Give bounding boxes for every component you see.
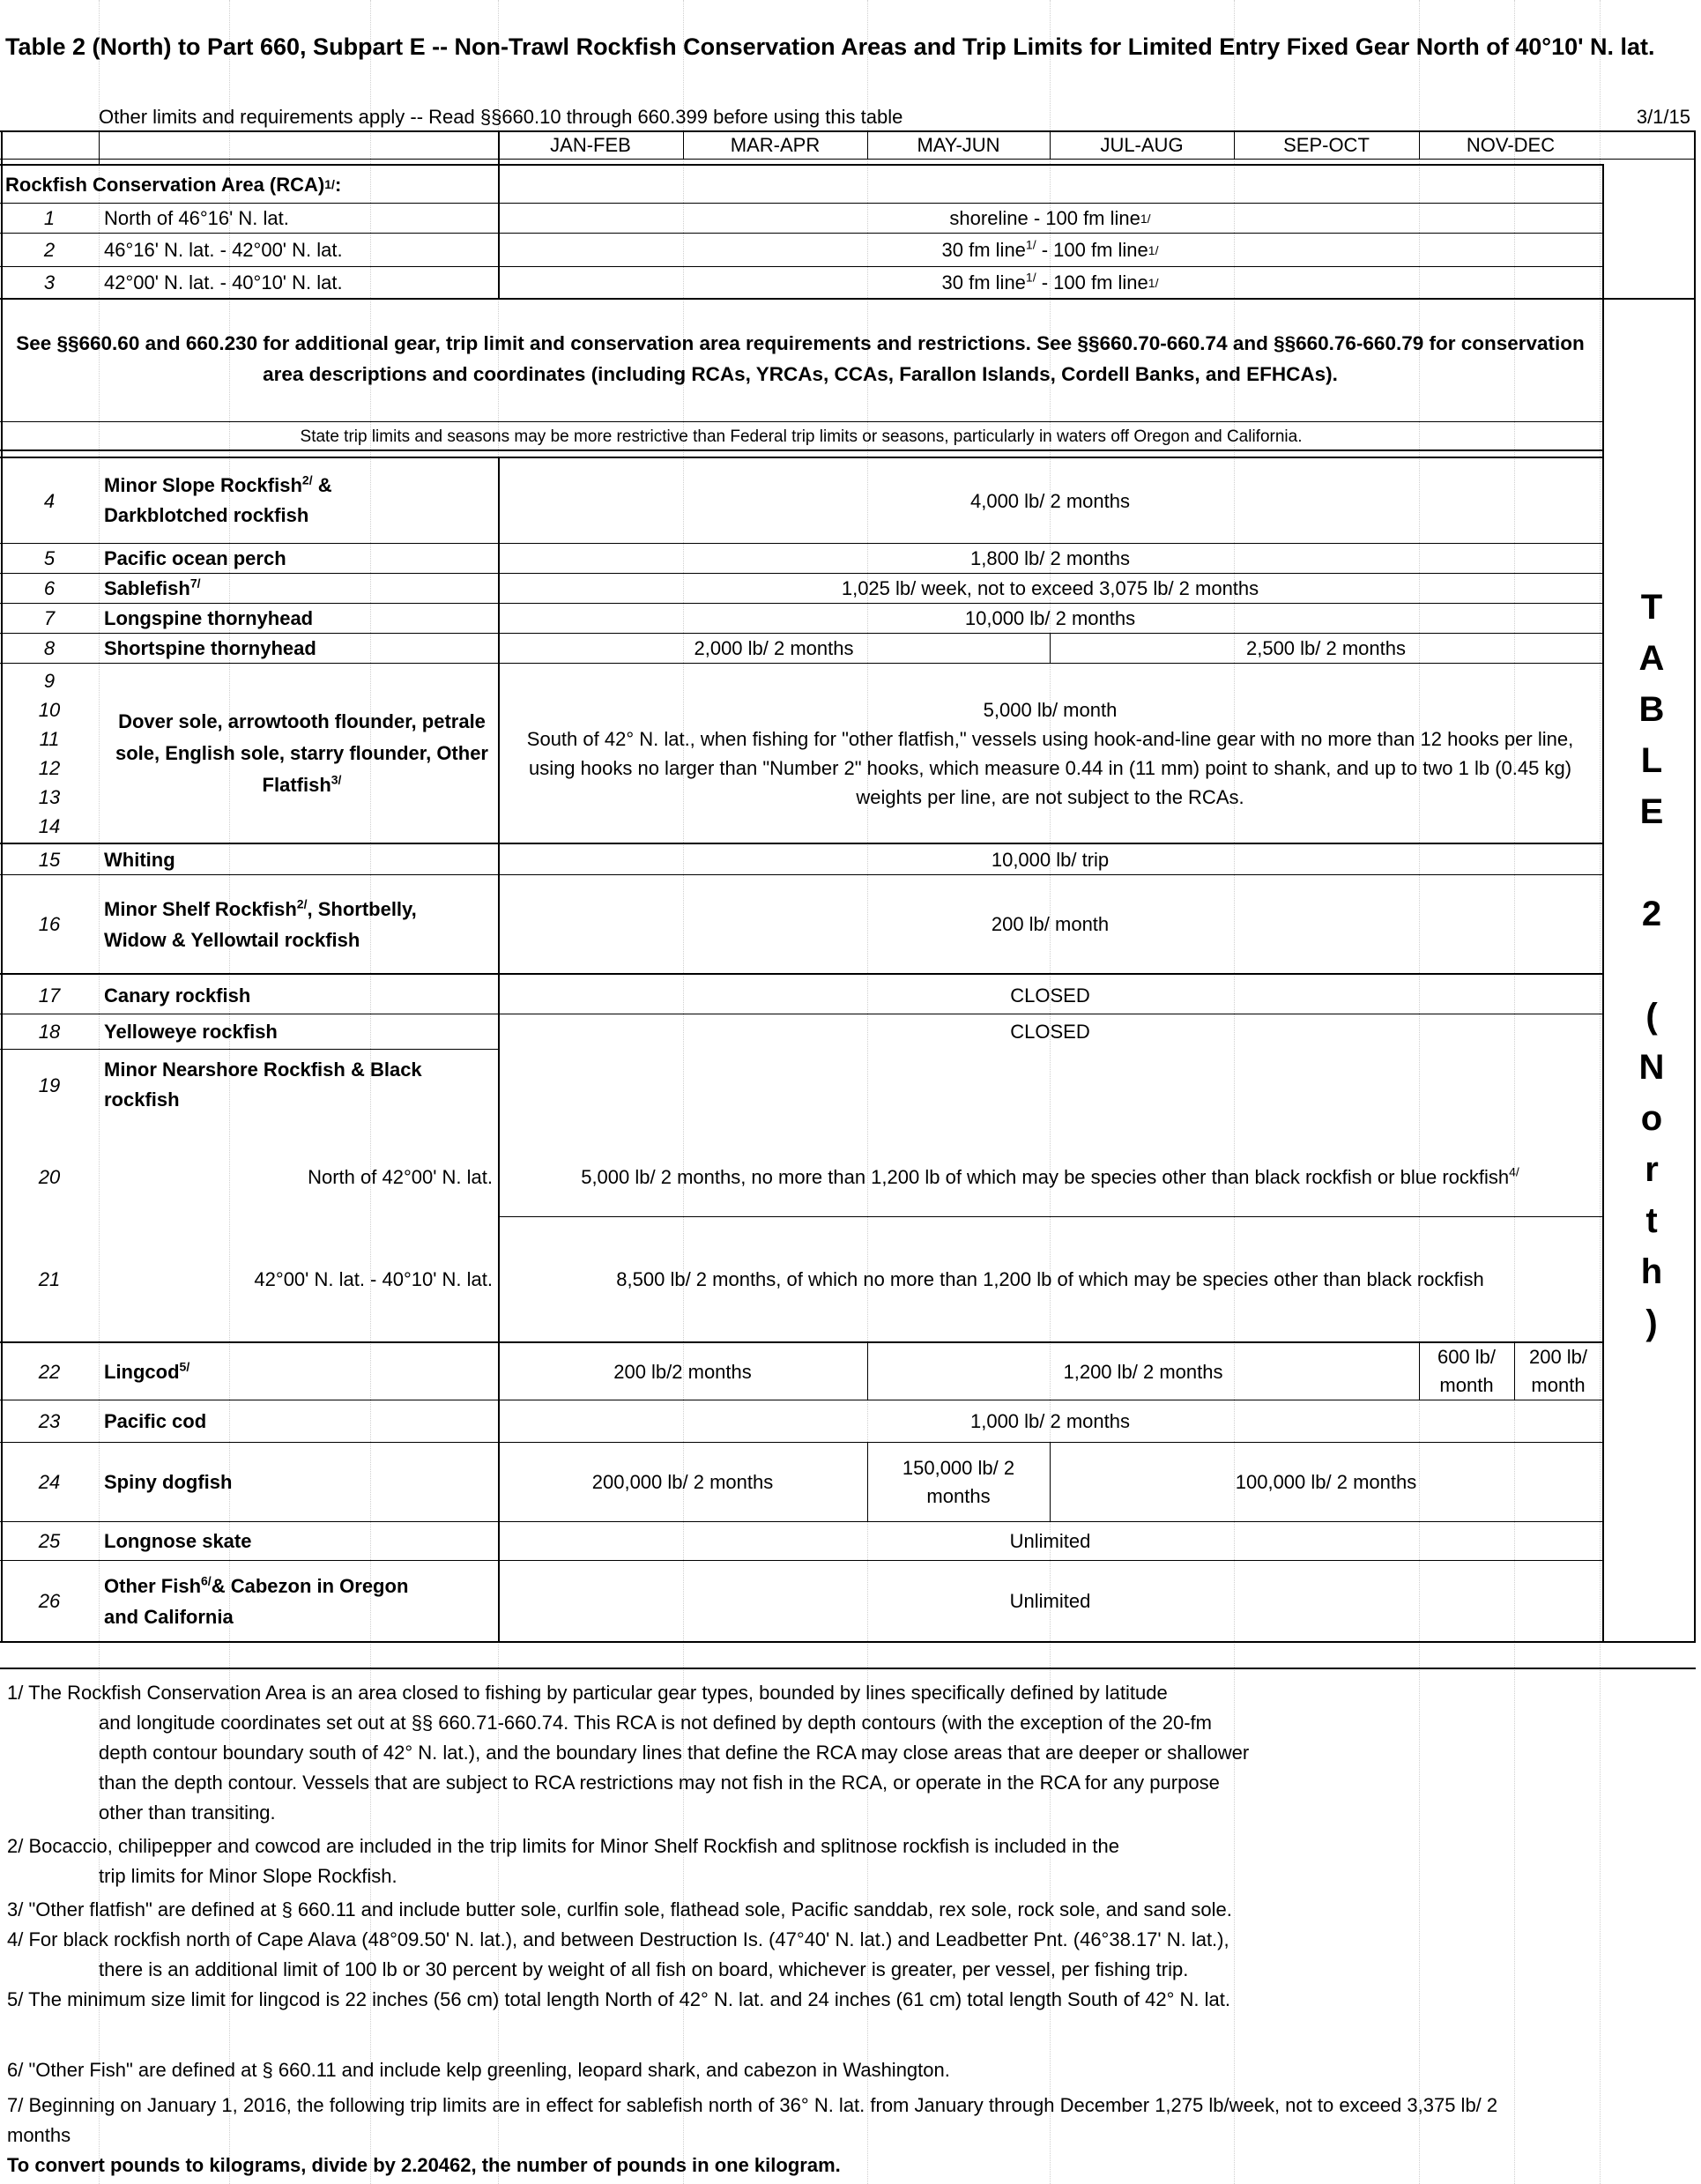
species-label: Sablefish$^{7/}$ [104,576,201,599]
trip-limit-value: 1,200 lb/ 2 months [1063,1360,1223,1383]
row-number: 3 [43,271,56,293]
row-number: 15 [38,848,61,871]
rca-depth-value: 30 fm line$^{1/}$ - 100 fm line 1/ [941,270,1159,293]
trip-limit-value: 1,000 lb/ 2 months [969,1410,1130,1432]
footnote-6: 6/ "Other Fish" are defined at § 660.11 and include kelp greenling, leopard shark, and cabezon in Washington. [7,2059,950,2081]
row-number: 16 [38,913,61,935]
species-label: Longnose skate [104,1530,252,1552]
trip-limit-value: CLOSED [1010,984,1090,1007]
trip-limit-value: 100,000 lb/ 2 months [1235,1471,1417,1493]
rca-depth-value: 30 fm line$^{1/}$ - 100 fm line 1/ [941,237,1159,261]
footnote-2: 2/ Bocaccio, chilipepper and cowcod are included in the trip limits for Minor Shelf Rockfish and splitnose rockfish is included in the [7,1835,1119,1857]
row-number: 5 [43,547,56,569]
species-label: Yelloweye rockfish [104,1021,278,1043]
trip-limit-value: 2,500 lb/ 2 months [1245,637,1406,659]
rca-depth-value: shoreline - 100 fm line 1/ [949,207,1151,229]
row-number: 25 [38,1530,61,1552]
page-title: Table 2 (North) to Part 660, Subpart E -- Non-Trawl Rockfish Conservation Areas and Trip Limits for Limited Entry Fixed Gear North of 40°10' N. lat. [5,33,1655,60]
trip-limit-value: Unlimited [1009,1590,1091,1612]
trip-limit-value [498,664,1602,843]
conversion-note: To convert pounds to kilograms, divide by 2.20462, the number of pounds in one kilogram. [7,2154,841,2176]
row-number: 21 [38,1268,61,1290]
trip-limit-value: 10,000 lb/ trip [991,848,1110,871]
rca-area-label: North of 46°16' N. lat. [104,207,289,229]
month-header: JUL-AUG [1100,134,1184,156]
trip-limit-value: 2,000 lb/ 2 months [694,637,854,659]
footnote-7: months [7,2124,71,2146]
row-number: 20 [38,1165,61,1188]
species-label: Minor Shelf Rockfish$^{2/}$, Shortbelly, Widow & Yellowtail rockfish [104,896,417,951]
month-header: JAN-FEB [550,134,631,156]
footnote-1: than the depth contour. Vessels that are subject to RCA restrictions may not fish in the RCA, or operate in the RCA for any purpose [99,1772,1220,1794]
species-label: Shortspine thornyhead [104,637,316,659]
row-number: 24 [38,1471,61,1493]
trip-limit-value: 150,000 lb/ 2 months [902,1456,1015,1507]
footnote-3: 3/ "Other flatfish" are defined at § 660.11 and include butter sole, curlfin sole, flathead sole, Pacific sanddab, rex sole, rock sole, and sand sole. [7,1898,1232,1920]
footnote-1: depth contour boundary south of 42° N. lat.), and the boundary lines that define the RCA may close areas that are deeper or shallower [99,1742,1250,1764]
rca-area-label: 46°16' N. lat. - 42°00' N. lat. [104,239,343,261]
row-number-group: 9 10 11 12 13 14 [38,669,61,837]
row-number: 7 [43,607,56,629]
trip-limit-value: 4,000 lb/ 2 months [969,489,1130,512]
species-label: Spiny dogfish [104,1471,233,1493]
trip-limit-value: 200 lb/ month [1528,1346,1588,1396]
trip-limit-value: 200,000 lb/ 2 months [591,1471,774,1493]
side-table-label: T A B L E 2 ( N o r t h ) [1638,588,1665,1342]
trip-limit-value: CLOSED [1010,1021,1090,1043]
subtitle: Other limits and requirements apply -- Read §§660.10 through 660.399 before using this table [99,105,903,128]
row-number: 17 [38,984,61,1007]
footnote-5: 5/ The minimum size limit for lingcod is 22 inches (56 cm) total length North of 42° N. lat. and 24 inches (61 cm) total length South of 42° N. lat. [7,1988,1230,2010]
row-number: 18 [38,1021,61,1043]
row-number: 26 [38,1590,61,1612]
species-label: Other Fish$^{6/}$& Cabezon in Oregon and California [104,1573,409,1628]
month-header: MAR-APR [730,134,821,156]
row-number: 1 [43,207,56,229]
trip-limit-value: Unlimited [1009,1530,1091,1552]
species-label: Minor Nearshore Rockfish & Black rockfish [104,1059,422,1111]
month-header: NOV-DEC [1466,134,1556,156]
species-label: Whiting [104,848,175,871]
row-number: 8 [43,637,56,659]
trip-limit-value: 5,000 lb/ 2 months, no more than 1,200 lb of which may be species other than black rockfish or blue rockfish$^{4/}$ [581,1164,1519,1188]
area-label: 42°00' N. lat. - 40°10' N. lat. [254,1268,493,1290]
footnote-2: trip limits for Minor Slope Rockfish. [99,1865,397,1887]
footnote-4: there is an additional limit of 100 lb or 30 percent by weight of all fish on board, whichever is greater, per vessel, per fishing trip. [99,1958,1189,1980]
footnote-1: other than transiting. [99,1801,276,1824]
flatfish-limit: 5,000 lb/ month [983,698,1118,721]
rca-header: Rockfish Conservation Area (RCA) 1/ : [5,173,342,196]
trip-limit-value: 600 lb/ month [1437,1346,1497,1396]
footnote-1: 1/ The Rockfish Conservation Area is an area closed to fishing by particular gear types, bounded by lines specifically defined by latitude [7,1682,1168,1704]
species-label: Pacific ocean perch [104,547,286,569]
row-number: 2 [43,239,56,261]
species-label: Minor Slope Rockfish$^{2/}$ & Darkblotched rockfish [104,472,332,526]
species-label: Canary rockfish [104,984,251,1007]
row-number: 4 [43,489,56,512]
trip-limit-value: 200 lb/ month [991,913,1110,935]
species-label: Lingcod$^{5/}$ [104,1359,190,1383]
row-number: 19 [38,1073,61,1096]
footnote-7: 7/ Beginning on January 1, 2016, the following trip limits are in effect for sablefish north of 36° N. lat. from January through December 1,275 lb/week, not to exceed 3,375 lb/ 2 [7,2094,1498,2116]
trip-limit-value: 8,500 lb/ 2 months, of which no more than 1,200 lb of which may be species other than black rockfish [616,1268,1484,1290]
month-header: MAY-JUN [917,134,1000,156]
species-label: Pacific cod [104,1410,207,1432]
state-limits-note: State trip limits and seasons may be more restrictive than Federal trip limits or seasons, particularly in waters off Oregon and California. [300,427,1303,446]
footnote-1: and longitude coordinates set out at §§ 660.71-660.74. This RCA is not defined by depth contours (with the exception of the 20-fm [99,1712,1212,1734]
species-label: Longspine thornyhead [104,607,314,629]
area-label: North of 42°00' N. lat. [308,1165,493,1188]
see-regulations-note: See §§660.60 and 660.230 for additional gear, trip limit and conservation area requirements and restrictions. See §§660.70-660.74 and §§660.76-660.79 for conservation area descriptions and coordinates (including RCAs, YRCAs, CCAs, Farallon Islands, Cordell Banks, and EFHCAs). [16,332,1585,385]
trip-limit-value: 10,000 lb/ 2 months [964,607,1136,629]
species-label: Dover sole, arrowtooth flounder, petrale sole, English sole, starry flounder, Other Flatfish$^{3/}$ [115,709,488,796]
footnote-4: 4/ For black rockfish north of Cape Alava (48°09.50' N. lat.), and between Destruction Is. (47°40' N. lat.) and Leadbetter Pnt. (46°38.17' N. lat.), [7,1928,1229,1950]
row-number: 6 [43,577,56,599]
flatfish-hook-note: South of 42° N. lat., when fishing for "other flatfish," vessels using hook-and-line gear with no more than 12 hooks per line, using hooks no larger than "Number 2" hooks, which measure 0.44 in (11 mm) point to shank, and up to two 1 lb (0.45 kg) weights per line, are not subject to the RCAs. [526,727,1574,808]
month-header: SEP-OCT [1283,134,1370,156]
row-number: 22 [38,1360,61,1383]
row-number: 23 [38,1410,61,1432]
trip-limit-value: 1,800 lb/ 2 months [969,547,1130,569]
trip-limit-value: 1,025 lb/ week, not to exceed 3,075 lb/ 2 months [841,577,1259,599]
effective-date: 3/1/15 [1636,105,1690,128]
trip-limit-value: 200 lb/2 months [613,1360,752,1383]
rca-area-label: 42°00' N. lat. - 40°10' N. lat. [104,271,343,293]
